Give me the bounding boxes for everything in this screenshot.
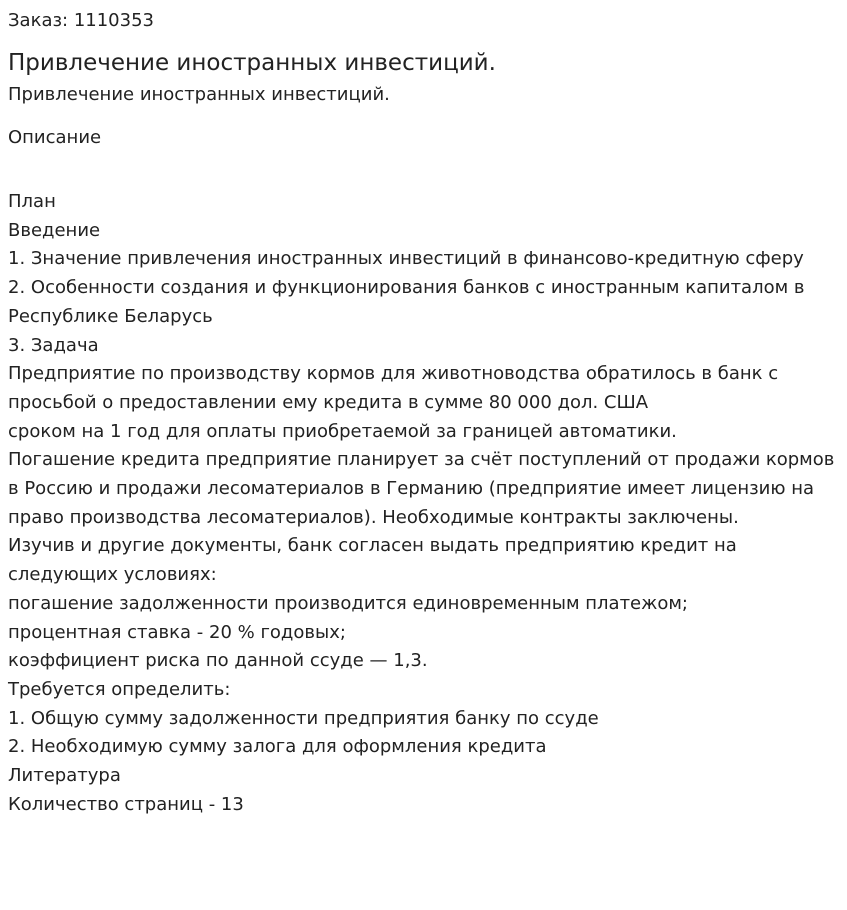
text-line: План (8, 191, 56, 212)
text-line: 1. Общую сумму задолженности предприятия банку по ссуде (8, 707, 599, 729)
text-line: сроком на 1 год для оплаты приобретаемой за границей автоматики. (8, 420, 677, 442)
text-line: 2. Необходимую сумму залога для оформления кредита (8, 736, 547, 758)
text-line: процентная ставка - 20 % годовых; (8, 621, 346, 643)
text-line: погашение задолженности производится единовременным платежом; (8, 592, 689, 614)
text-line: Введение (8, 219, 101, 241)
order-number: Заказ: 1110353 (8, 10, 154, 31)
text-line: 2. Особенности создания и функционирования банков с иностранным капиталом в Республике Беларусь (8, 277, 805, 327)
text-line: Предприятие по производству кормов для животноводства обратилось в банк с просьбой о предоставлении ему кредита в сумме 80 000 дол. США (8, 363, 779, 413)
text-line: 1. Значение привлечения иностранных инвестиций в финансово-кредитную сферу (8, 248, 804, 270)
description-heading: Описание (8, 127, 102, 148)
text-line: Изучив и другие документы, банк согласен выдать предприятию кредит на следующих условиях: (8, 535, 737, 586)
text-line: коэффициент риска по данной ссуде — 1,3. (8, 650, 428, 672)
page-subtitle: Привлечение иностранных инвестиций. (8, 84, 390, 105)
text-line: Погашение кредита предприятие планирует за счёт поступлений от продажи кормов в Россию и продажи лесоматериалов в Германию (предприятие имеет лицензию на право производства лесоматериалов). Необходимые контракты заключены. (8, 449, 835, 528)
text-line: Требуется определить: (8, 678, 231, 700)
text-line: Литература (8, 765, 121, 787)
page-title: Привлечение иностранных инвестиций. (8, 50, 496, 76)
text-line: Количество страниц - 13 (8, 793, 244, 815)
text-line: 3. Задача (8, 334, 99, 356)
description-body (8, 188, 839, 819)
